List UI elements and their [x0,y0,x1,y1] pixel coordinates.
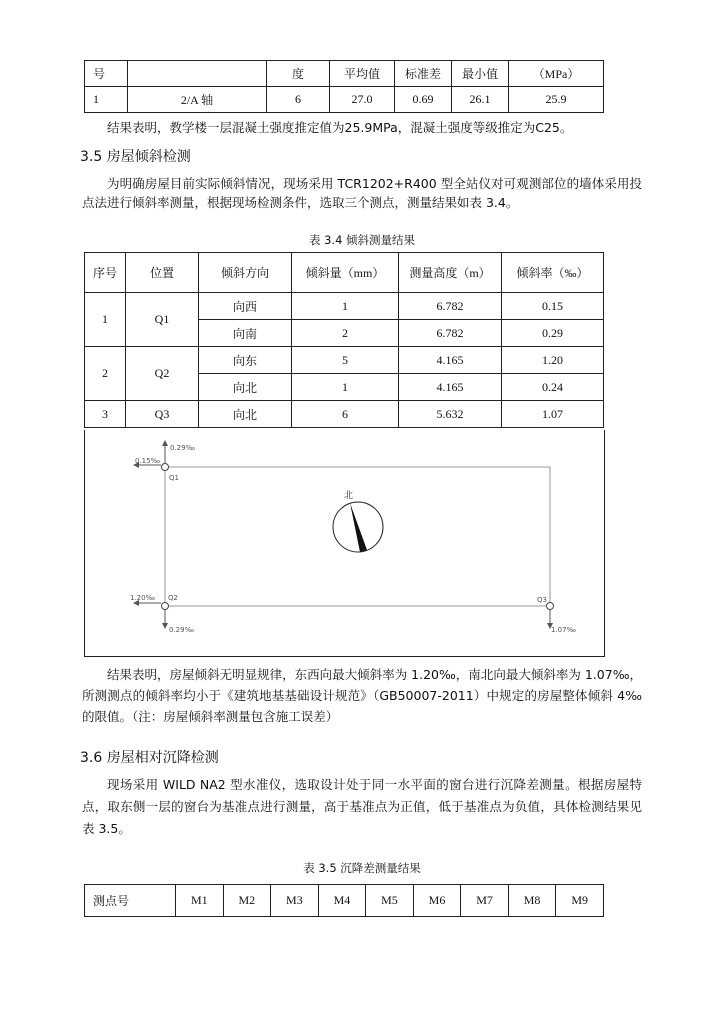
header-cell: 倾斜方向 [199,253,292,293]
cell: Q1 [126,293,199,347]
cell: 6 [267,87,330,113]
cell: 26.1 [452,87,509,113]
header-cell: 倾斜率（‰） [502,253,604,293]
cell: 25.9 [509,87,604,113]
header-cell: 最小值 [452,61,509,87]
cell: 1 [292,374,399,401]
cell: 向北 [199,374,292,401]
cell: 6.782 [399,293,502,320]
q1-left-value: 0.15‰ [135,457,160,465]
cell: 向西 [199,293,292,320]
paragraph-tilt-result: 结果表明，房屋倾斜无明显规律，东西向最大倾斜率为 1.20‰，南北向最大倾斜率为 1.07‰，所测测点的倾斜率均小于《建筑地基基础设计规范》（GB50007-2011）中规定的房屋整体倾斜 4‰的限值。（注：房屋倾斜率测量包含施工误差） [82,667,642,724]
header-cell [128,61,267,87]
row-label: 测点号 [85,885,176,917]
header-cell: （MPa） [509,61,604,87]
paragraph-settlement-method: 现场采用 WILD NA2 型水准仪，选取设计处于同一水平面的窗台进行沉降差测量。根据房屋特点，取东侧一层的窗台为基准点进行测量，高于基准点为正值，低于基准点为负值，具体检测结果见表 3.5。 [82,777,642,836]
strength-table [84,60,604,113]
point-header: M1 [176,885,224,917]
cell: 4.165 [399,347,502,374]
header-cell: 号 [85,61,128,87]
cell: 0.15 [502,293,604,320]
cell: 1 [292,293,399,320]
cell: 5 [292,347,399,374]
cell: 2 [292,320,399,347]
q2-left-value: 1.20‰ [130,594,155,602]
cell: Q2 [126,347,199,401]
q1-up-value: 0.29‰ [170,444,195,452]
cell: 0.29 [502,320,604,347]
table-3-5-caption: 表 3.5 沉降差测量结果 [303,861,421,875]
cell: 1.07 [502,401,604,428]
point-header: M5 [366,885,414,917]
q1-label: Q1 [169,474,179,482]
cell: 1.20 [502,347,604,374]
cell: Q3 [126,401,199,428]
cell: 27.0 [330,87,395,113]
point-q1-marker [162,464,169,471]
point-header: M3 [271,885,319,917]
point-header: M9 [556,885,604,917]
header-cell: 标准差 [395,61,452,87]
point-q2-marker [162,603,169,610]
cell: 向东 [199,347,292,374]
cell: 3 [85,401,126,428]
cell: 6 [292,401,399,428]
header-cell: 序号 [85,253,126,293]
cell: 0.24 [502,374,604,401]
paragraph-strength-result: 结果表明，教学楼一层混凝土强度推定值为25.9MPa，混凝土强度等级推定为C25。 [107,120,573,135]
section-heading-3-5: 3.5 房屋倾斜检测 [80,149,191,165]
cell: 2 [85,347,126,401]
cell: 向南 [199,320,292,347]
tilt-table [84,252,604,428]
paragraph-tilt-method: 为明确房屋目前实际倾斜情况，现场采用 TCR1202+R400 型全站仪对可观测部位的墙体采用投点法进行倾斜率测量，根据现场检测条件，选取三个测点，测量结果如表 3.4。 [82,176,642,210]
settlement-table [84,884,604,917]
point-header: M6 [413,885,461,917]
header-cell: 位置 [126,253,199,293]
cell: 6.782 [399,320,502,347]
q3-down-value: 1.07‰ [551,626,576,634]
q2-label: Q2 [168,594,178,602]
cell: 5.632 [399,401,502,428]
point-header: M7 [461,885,509,917]
tilt-diagram [85,430,604,656]
cell: 1 [85,87,128,113]
cell: 2/A 轴 [128,87,267,113]
point-header: M4 [318,885,366,917]
header-cell: 平均值 [330,61,395,87]
north-label: 北 [344,491,354,501]
section-heading-3-6: 3.6 房屋相对沉降检测 [80,750,219,766]
header-cell: 测量高度（m） [399,253,502,293]
point-header: M2 [223,885,271,917]
cell: 1 [85,293,126,347]
header-cell: 倾斜量（mm） [292,253,399,293]
header-cell: 度 [267,61,330,87]
tilt-diagram-panel [84,430,605,657]
q3-label: Q3 [537,596,547,604]
point-header: M8 [508,885,556,917]
cell: 4.165 [399,374,502,401]
table-3-4-caption: 表 3.4 倾斜测量结果 [308,233,416,247]
point-q3-marker [547,603,554,610]
q2-down-value: 0.29‰ [169,626,194,634]
cell: 0.69 [395,87,452,113]
cell: 向北 [199,401,292,428]
